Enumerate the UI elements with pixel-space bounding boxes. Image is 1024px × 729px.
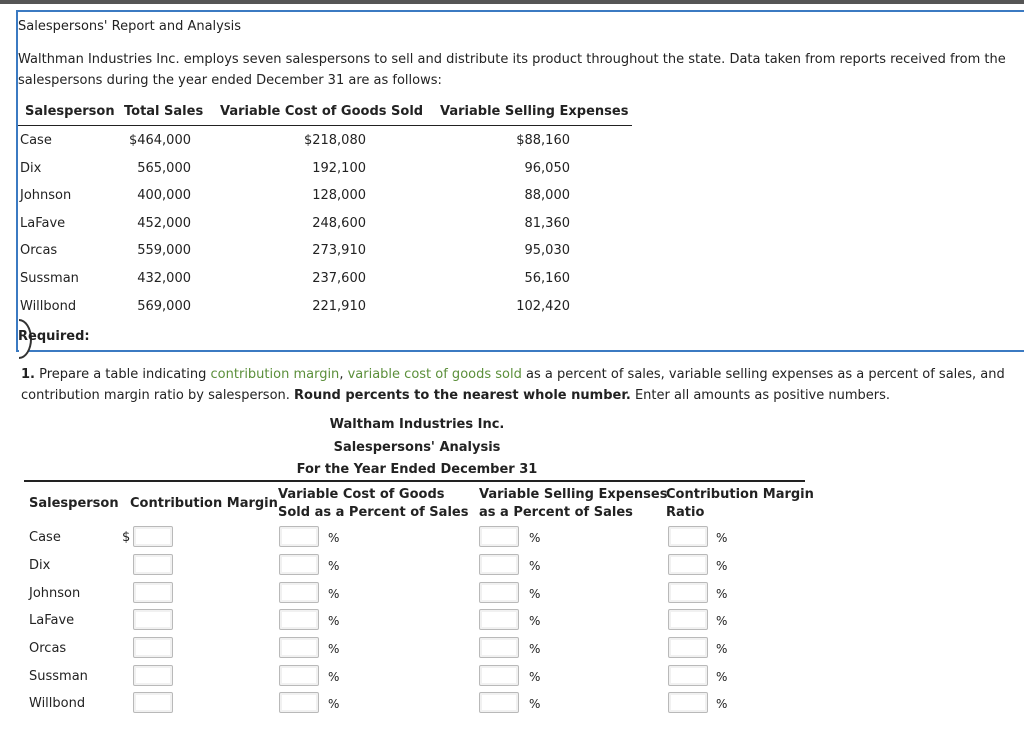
table-row-var-cogs: 221,910 <box>312 299 366 314</box>
col-vcgs-line1: Variable Cost of Goods <box>278 487 445 502</box>
page-title: Salespersons' Report and Analysis <box>18 19 242 34</box>
analysis-row-salesperson: Johnson <box>29 586 81 601</box>
col-cmr-line2: Ratio <box>666 505 705 520</box>
vcgs-percent-input[interactable] <box>279 665 319 686</box>
analysis-subtitle: Salespersons' Analysis <box>333 440 501 455</box>
table-row-total-sales: 452,000 <box>137 216 191 231</box>
cm-ratio-input[interactable] <box>668 582 708 603</box>
variable-cogs-link[interactable]: variable cost of goods sold <box>347 367 522 382</box>
table-row-total-sales: 565,000 <box>137 161 191 176</box>
intro-line-2: salespersons during the year ended December 31 are as follows: <box>18 73 442 88</box>
cm-ratio-input[interactable] <box>668 609 708 630</box>
percent-sign: % <box>328 531 340 545</box>
percent-sign: % <box>328 670 340 684</box>
question-text-a: Prepare a table indicating <box>39 367 207 382</box>
contribution-margin-input[interactable] <box>133 554 173 575</box>
percent-sign: % <box>328 559 340 573</box>
analysis-row-salesperson: Willbond <box>29 696 86 711</box>
table-row-total-sales: 400,000 <box>137 188 191 203</box>
top-bar <box>0 0 1024 4</box>
table-row-var-cogs: 192,100 <box>312 161 366 176</box>
cm-ratio-input[interactable] <box>668 665 708 686</box>
percent-sign: % <box>716 697 728 711</box>
table-row-name: Orcas <box>20 243 58 258</box>
vse-percent-input[interactable] <box>479 526 519 547</box>
contribution-margin-input[interactable] <box>133 582 173 603</box>
percent-sign: % <box>529 531 541 545</box>
table-row-var-selling: 102,420 <box>516 299 570 314</box>
question-line2-a: contribution margin ratio by salesperson. <box>21 388 290 403</box>
col-vcgs-line2: Sold as a Percent of Sales <box>278 505 469 520</box>
table-row-var-cogs: $218,080 <box>303 133 366 148</box>
required-label: Required: <box>18 329 90 344</box>
analysis-row-salesperson: Dix <box>29 558 51 573</box>
percent-sign: % <box>716 614 728 628</box>
percent-sign: % <box>529 614 541 628</box>
header-total-sales: Total Sales <box>124 104 204 119</box>
vcgs-percent-input[interactable] <box>279 582 319 603</box>
percent-sign: % <box>529 697 541 711</box>
question-number: 1. <box>21 367 35 382</box>
table-row-var-selling: 81,360 <box>524 216 570 231</box>
percent-sign: % <box>716 642 728 656</box>
vcgs-percent-input[interactable] <box>279 526 319 547</box>
table-row-name: Willbond <box>20 299 77 314</box>
analysis-row-salesperson: Orcas <box>29 641 67 656</box>
question-line2-b: Enter all amounts as positive numbers. <box>634 388 891 403</box>
vse-percent-input[interactable] <box>479 665 519 686</box>
percent-sign: % <box>328 642 340 656</box>
vse-percent-input[interactable] <box>479 609 519 630</box>
percent-sign: % <box>529 587 541 601</box>
table-row-total-sales: 569,000 <box>137 299 191 314</box>
col-cmr-line1: Contribution Margin <box>666 487 814 502</box>
table-row-name: Sussman <box>20 271 79 286</box>
intro-line-1: Walthman Industries Inc. employs seven salespersons to sell and distribute its product throughout the state. Data taken from reports received from the <box>18 52 1006 67</box>
table-row-total-sales: $464,000 <box>128 133 191 148</box>
table-row-var-cogs: 128,000 <box>312 188 366 203</box>
percent-sign: % <box>716 670 728 684</box>
vse-percent-input[interactable] <box>479 637 519 658</box>
percent-sign: % <box>328 587 340 601</box>
analysis-row-salesperson: Case <box>29 530 61 545</box>
table-row-total-sales: 559,000 <box>137 243 191 258</box>
table-row-name: Johnson <box>20 188 72 203</box>
header-rule <box>18 125 632 126</box>
table-row-name: Dix <box>20 161 42 176</box>
analysis-row-salesperson: LaFave <box>29 613 75 628</box>
question-rounding-note: Round percents to the nearest whole number. <box>294 388 631 403</box>
percent-sign: % <box>529 559 541 573</box>
table-row-var-selling: 96,050 <box>524 161 570 176</box>
vse-percent-input[interactable] <box>479 554 519 575</box>
question-text-b: as a percent of sales, variable selling expenses as a percent of sales, and <box>525 367 1005 382</box>
percent-sign: % <box>529 670 541 684</box>
col-contribution-margin: Contribution Margin <box>130 496 278 511</box>
percent-sign: % <box>328 697 340 711</box>
vcgs-percent-input[interactable] <box>279 609 319 630</box>
table-row-var-cogs: 273,910 <box>312 243 366 258</box>
percent-sign: % <box>529 642 541 656</box>
cm-ratio-input[interactable] <box>668 692 708 713</box>
col-salesperson: Salesperson <box>29 496 119 511</box>
vcgs-percent-input[interactable] <box>279 554 319 575</box>
vcgs-percent-input[interactable] <box>279 692 319 713</box>
cm-ratio-input[interactable] <box>668 637 708 658</box>
contribution-margin-input[interactable] <box>133 637 173 658</box>
contribution-margin-input[interactable] <box>133 609 173 630</box>
question-sep: , <box>339 367 344 382</box>
vse-percent-input[interactable] <box>479 582 519 603</box>
table-row-var-cogs: 237,600 <box>312 271 366 286</box>
percent-sign: % <box>328 614 340 628</box>
table-row-name: LaFave <box>20 216 66 231</box>
analysis-row-salesperson: Sussman <box>29 669 88 684</box>
vse-percent-input[interactable] <box>479 692 519 713</box>
analysis-header-rule <box>24 480 805 482</box>
question-line-1 <box>21 367 1005 382</box>
table-row-var-selling: 88,000 <box>524 188 570 203</box>
analysis-company: Waltham Industries Inc. <box>329 417 505 432</box>
contribution-margin-input[interactable] <box>133 526 173 547</box>
table-row-total-sales: 432,000 <box>137 271 191 286</box>
header-var-selling: Variable Selling Expenses <box>440 104 629 119</box>
table-row-var-selling: 56,160 <box>524 271 570 286</box>
vcgs-percent-input[interactable] <box>279 637 319 658</box>
dollar-sign: $ <box>122 530 131 545</box>
analysis-period: For the Year Ended December 31 <box>296 462 538 477</box>
header-salesperson: Salesperson <box>25 104 115 119</box>
cm-ratio-input[interactable] <box>668 554 708 575</box>
contribution-margin-input[interactable] <box>133 692 173 713</box>
percent-sign: % <box>716 531 728 545</box>
percent-sign: % <box>716 559 728 573</box>
table-row-var-cogs: 248,600 <box>312 216 366 231</box>
table-row-var-selling: $88,160 <box>516 133 570 148</box>
col-vse-line2: as a Percent of Sales <box>479 505 633 520</box>
cm-ratio-input[interactable] <box>668 526 708 547</box>
table-row-var-selling: 95,030 <box>524 243 570 258</box>
col-vse-line1: Variable Selling Expenses <box>479 487 668 502</box>
contribution-margin-link[interactable]: contribution margin <box>210 367 340 382</box>
question-line-2 <box>21 388 890 403</box>
header-var-cogs: Variable Cost of Goods Sold <box>220 104 424 119</box>
table-row-name: Case <box>20 133 52 148</box>
percent-sign: % <box>716 587 728 601</box>
contribution-margin-input[interactable] <box>133 665 173 686</box>
